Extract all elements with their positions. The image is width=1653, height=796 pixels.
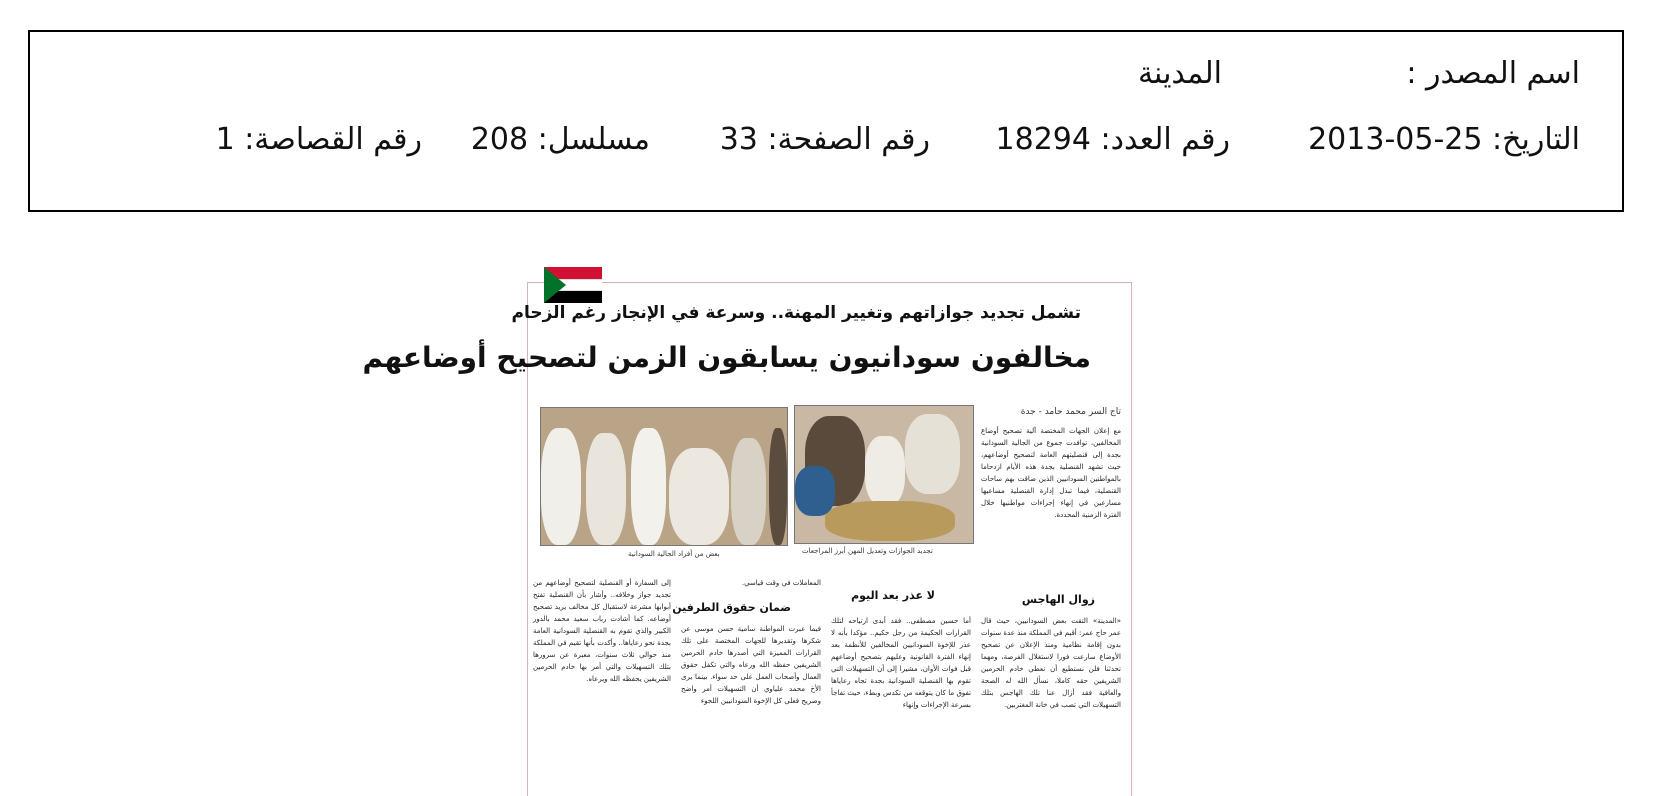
body-column-3-top: المعاملات في وقت قياسي. [741, 579, 821, 587]
page-field: رقم الصفحة: 33 [719, 122, 930, 157]
issue-field: رقم العدد: 18294 [995, 122, 1230, 157]
subhead-2: لا عذر بعد اليوم [851, 589, 935, 602]
article-byline: تاج السر محمد حامد - جدة [1020, 407, 1121, 417]
source-label: اسم المصدر : [1406, 56, 1580, 91]
subhead-1: زوال الهاجس [1021, 593, 1095, 606]
photo-passport-renewal [794, 405, 974, 544]
intro-text: مع إعلان الجهات المختصة آلية تصحيح أوضاع المخالفين، توافدت جموع من الجالية السودانية بجدة إلى قنصليتهم العامة لتصحيح أوضاعهم، حيث تشهد القنصلية بجدة هذه الأيام ازدحاما بالمواطنين السودانيين الذين ضاقت بهم ساحات القنصلية، فيما تبذل إدارة القنصلية مساعيها مسارعين في إنهاء إجراءات مواطنيها خلال الفترة الزمنية المحددة. [981, 427, 1121, 519]
article-kicker: تشمل تجديد جوازاتهم وتغيير المهنة.. وسرعة في الإنجاز رغم الزحام [511, 303, 1081, 323]
body-column-2: أما حسين مصطفى.. فقد أبدى ارتياحه لتلك القرارات الحكيمة من رجل حكيم.. مؤكدا بأنه لا عذر للإخوة السودانيين المخالفين للأنظمة بعد إنهاء الفترة القانونية وعليهم بتصحيح أوضاعهم قبل فوات الأوان، مشيرا إلى أن التسهيلات التي تقوم بها القنصلية السودانية بجدة تجاه رعاياها تفوق ما كان يتوقعه من تكدس وبطء، حيث تفاجأ بسرعة الإجراءات وإنهاء [831, 617, 971, 709]
source-value: المدينة [1137, 56, 1222, 91]
clip-number-field: رقم القصاصة: 1 [215, 122, 422, 157]
article-intro [981, 425, 1121, 521]
article-headline: مخالفون سودانيون يسابقون الزمن لتصحيح أوضاعهم [362, 341, 1091, 374]
body-column-1: «المدينة» التقت بعض السودانيين، حيث قال عمر حاج عمر: أقيم في المملكة منذ عدة سنوات بدون إقامة نظامية ومنذ الإعلان عن تصحيح الأوضاع سارعت فورا لاستغلال الفرصة، ومهما تحدثنا فلن نستطيع أن نعطي خادم الحرمين الشريفين حقه كاملا، نسأل الله له الصحة والعافية فقد أزال عنا تلك الهاجس بتلك التسهيلات التي تصب في خانة المغتربين. [981, 617, 1121, 709]
photo-caption-right: تجديد الجوازات وتعديل المهن أبرز المراجعات [802, 547, 933, 555]
date-field: التاريخ: 25-05-2013 [1308, 122, 1580, 157]
serial-field: مسلسل: 208 [470, 122, 650, 157]
photo-community-crowd [540, 407, 788, 546]
body-column-4: إلى السفارة أو القنصلية لتصحيح أوضاعهم من تجديد جواز وخلافه.. وأشار بأن القنصلية تفتح أبوابها مشرعة لاستقبال كل مخالف يريد تصحيح أوضاعه. كما أشادت رباب سعيد محمد بالدور الكبير والذي تقوم به القنصلية السودانية العامة بجدة نحو رعاياها.. وأكدت بأنها تقيم في المملكة منذ حوالي ثلاث سنوات، معبرة عن سرورها بتلك التسهيلات والتي أمر بها خادم الحرمين الشريفين يحفظه الله ويرعاه. [533, 579, 671, 683]
photo-caption-left: بعض من أفراد الجالية السودانية [628, 550, 720, 558]
meta-row [30, 120, 1622, 160]
newspaper-clipping [362, 282, 1132, 796]
body-column-3: فيما عبرت المواطنة سامية حسن موسى عن شكرها وتقديرها للجهات المختصة على تلك القرارات المميزة التي أصدرها خادم الحرمين الشريفين حفظه الله ورعاه والتي تكفل حقوق العمال وأصحاب العمل على حد سواء. بينما يرى الأخ محمد علياوي أن التسهيلات أمر واضح وصريح فعلى كل الإخوة السودانيين اللجوء [681, 625, 821, 705]
source-row [30, 54, 1622, 94]
sudan-flag-icon [544, 267, 602, 303]
subhead-3: ضمان حقوق الطرفين [672, 601, 791, 614]
clipping-info-box [28, 30, 1624, 212]
